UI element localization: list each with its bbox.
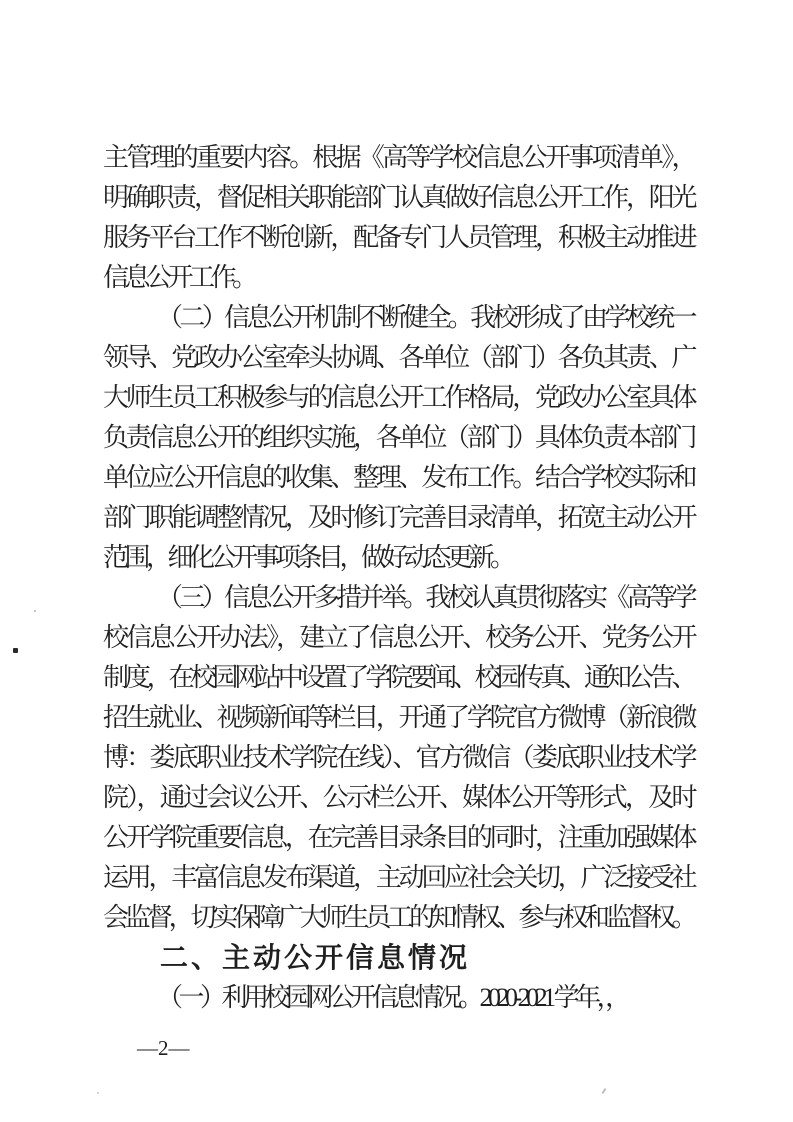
- text-line: （一）利用校园网公开信息情况。2020-2021 学年，，: [157, 983, 627, 1012]
- scan-speck: [97, 1092, 99, 1094]
- page-number: —2—: [137, 1036, 190, 1060]
- text-line: 范围，细化公开事项条目，做好动态更新。: [103, 543, 512, 572]
- scan-speck: [34, 610, 36, 612]
- text-line: 院），通过会议公开、公示栏公开、媒体公开等形式，及时: [103, 783, 693, 812]
- text-line: 运用，丰富信息发布渠道，主动回应社会关切，广泛接受社: [103, 863, 693, 892]
- text-line: 服务平台工作不断创新，配备专门人员管理，积极主动推进: [103, 223, 693, 252]
- text-line: （三）信息公开多措并举。我校认真贯彻落实《高等学: [157, 583, 693, 612]
- document-body-text: [103, 138, 693, 1018]
- paragraph-item-three: [103, 578, 693, 938]
- text-line: 博：娄底职业技术学院在线）、官方微信（娄底职业技术学: [103, 743, 693, 772]
- text-line: 制度，在校园网站中设置了学院要闻、校园传真、通知公告、: [103, 663, 693, 692]
- text-line: 单位应公开信息的收集、整理、发布工作。结合学校实际和: [103, 463, 693, 492]
- section-heading: 二、主动公开信息情况: [160, 942, 471, 973]
- scan-speck: [601, 1088, 606, 1094]
- scan-speck: [13, 648, 18, 653]
- text-line: 部门职能调整情况，及时修订完善目录清单，拓宽主动公开: [103, 503, 693, 532]
- text-line: 大师生员工积极参与的信息公开工作格局，党政办公室具体: [103, 383, 693, 412]
- text-line: 校信息公开办法》，建立了信息公开、校务公开、党务公开: [103, 623, 693, 652]
- text-line: 明确职责，督促相关职能部门认真做好信息公开工作，阳光: [103, 183, 693, 212]
- text-line: 公开学院重要信息，在完善目录条目的同时，注重加强媒体: [103, 823, 693, 852]
- text-line: 主管理的重要内容。根据《高等学校信息公开事项清单》，: [103, 143, 693, 172]
- text-line: 会监督，切实保障广大师生员工的知情权、参与权和监督权。: [103, 903, 693, 932]
- text-line: 负责信息公开的组织实施，各单位（部门）具体负责本部门: [103, 423, 693, 452]
- text-line: （二）信息公开机制不断健全。我校形成了由学校统一: [157, 303, 693, 332]
- text-line: 领导、党政办公室牵头协调、各单位（部门）各负其责、广: [103, 343, 693, 372]
- paragraph-continuation: [103, 138, 693, 298]
- text-line: 招生就业、视频新闻等栏目，开通了学院官方微博（新浪微: [103, 703, 693, 732]
- paragraph-item-two: [103, 298, 693, 578]
- paragraph-item-one: [103, 978, 693, 1018]
- text-line: 信息公开工作。: [103, 263, 254, 292]
